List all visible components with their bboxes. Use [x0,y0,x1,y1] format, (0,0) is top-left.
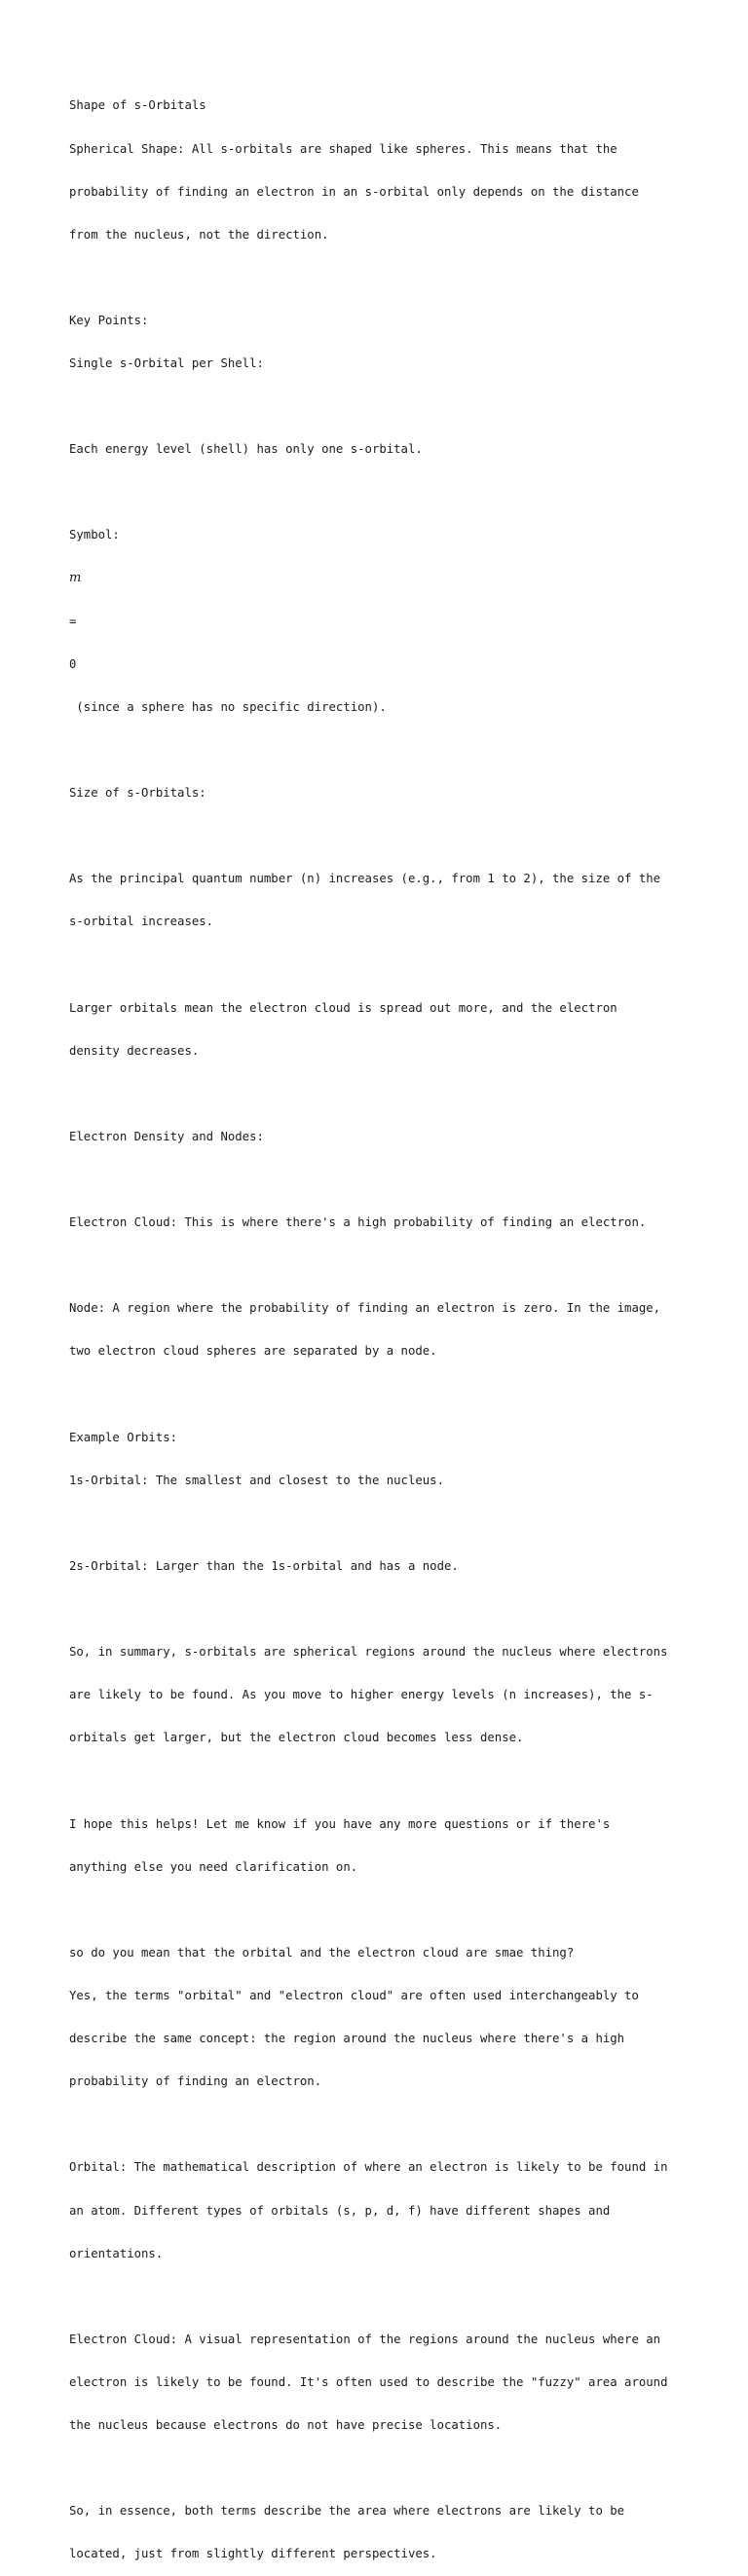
node-def-line-1: Node: A region where the probability of finding an electron is zero. In the image, [69,1301,661,1316]
spherical-line-1: Spherical Shape: All s-orbitals are shaped like spheres. This means that the [69,141,617,156]
orbital-def-line-1: Orbital: The mathematical description of where an electron is likely to be found in [69,2160,668,2175]
spherical-line-2: probability of finding an electron in an s-orbital only depends on the distance [69,184,639,199]
spacer [69,1773,692,1788]
spacer [69,1087,692,1101]
orbital-def-line-3: orientations. [69,2246,164,2260]
spacer [69,2117,692,2132]
orbital-def-line-2: an atom. Different types of orbitals (s, p, d, f) have different shapes and [69,2203,611,2218]
summary-line-3: orbitals get larger, but the electron cloud becomes less dense. [69,1731,524,1745]
cloud-visual-line-2: electron is likely to be found. It's often used to describe the "fuzzy" area around [69,2374,668,2389]
cloud-visual-line-1: Electron Cloud: A visual representation of the regions around the nucleus where an [69,2332,661,2346]
size-p1-line-1: As the principal quantum number (n) increases (e.g., from 1 to 2), the size of the [69,872,661,886]
spherical-line-3: from the nucleus, not the direction. [69,227,329,242]
spacer [69,399,692,414]
answer-line-1: Yes, the terms "orbital" and "electron cloud" are often used interchangeably to [69,1989,639,2002]
spacer [69,271,692,285]
size-p1-line-2: s-orbital increases. [69,915,214,929]
cloud-visual-line-3: the nucleus because electrons do not have precise locations. [69,2418,503,2433]
answer-line-2: describe the same concept: the region around the nucleus where there's a high [69,2032,625,2046]
size-p2-line-1: Larger orbitals mean the electron cloud is spread out more, and the electron [69,1000,617,1015]
symbol-label: Symbol: [69,528,120,542]
symbol-note: (since a sphere has no specific direction). [69,699,387,714]
essence-line-2: located, just from slightly different perspectives. [69,2547,437,2561]
node-def-line-2: two electron cloud spheres are separated by a node. [69,1344,437,1359]
spacer [69,829,692,843]
spacer [69,1516,692,1531]
orbit-1s: 1s-Orbital: The smallest and closest to the nucleus. [69,1473,444,1487]
document-page [69,70,692,2576]
key-points-label: Key Points: [69,313,149,327]
spacer [69,1388,692,1402]
summary-line-1: So, in summary, s-orbitals are spherical regions around the nucleus where electrons [69,1645,668,1660]
orbit-2s: 2s-Orbital: Larger than the 1s-orbital and has a node. [69,1558,459,1573]
spacer [69,485,692,500]
hope-line-1: I hope this helps! Let me know if you have any more questions or if there's [69,1816,611,1831]
spacer [69,1173,692,1187]
single-orbital-label: Single s-Orbital per Shell: [69,356,264,371]
spacer [69,743,692,758]
cloud-definition: Electron Cloud: This is where there's a high probability of finding an electron. [69,1215,647,1230]
summary-line-2: are likely to be found. As you move to higher energy levels (n increases), the s- [69,1688,654,1702]
heading: Shape of s-Orbitals [69,98,206,113]
example-heading: Example Orbits: [69,1430,178,1444]
spacer [69,2290,692,2304]
density-heading: Electron Density and Nodes: [69,1129,264,1143]
essence-line-1: So, in essence, both terms describe the area where electrons are likely to be [69,2504,625,2519]
spacer [69,1258,692,1273]
symbol-equals: = [69,614,77,628]
spacer [69,2461,692,2476]
each-level-text: Each energy level (shell) has only one s-orbital. [69,442,423,457]
spacer [69,958,692,973]
spacer [69,1602,692,1617]
size-p2-line-2: density decreases. [69,1043,200,1058]
question-text: so do you mean that the orbital and the electron cloud are smae thing? [69,1945,575,1960]
symbol-zero: 0 [69,656,77,671]
size-heading: Size of s-Orbitals: [69,786,206,801]
spacer [69,1903,692,1918]
hope-line-2: anything else you need clarification on. [69,1859,358,1874]
answer-line-3: probability of finding an electron. [69,2074,322,2089]
symbol-m: m [69,570,82,585]
